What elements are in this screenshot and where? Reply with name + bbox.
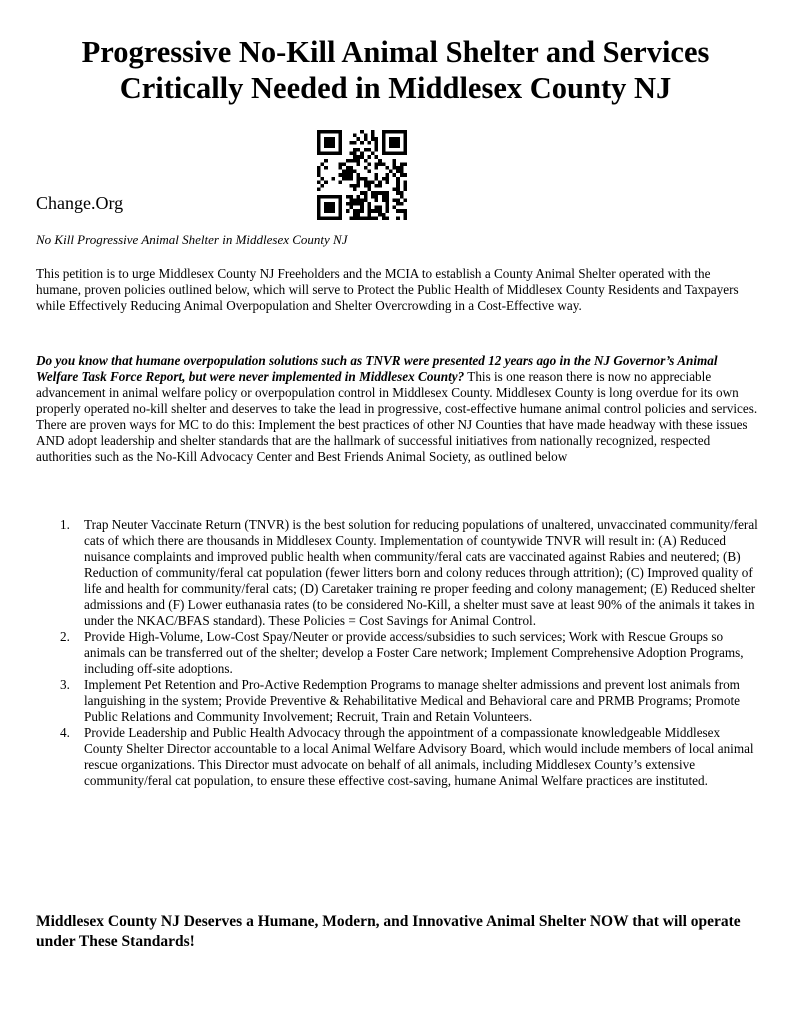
list-item-text: Implement Pet Retention and Pro-Active Redemption Programs to manage shelter admissions and prevent lost animals from languishing in the system; Provide Preventive & Rehabilitative Medical and Behavioral care and PRMB Programs; Promote Public Relations and Community Involvement; Recruit, Train and Retain Volunteers.: [84, 677, 740, 724]
list-item-text: Trap Neuter Vaccinate Return (TNVR) is the best solution for reducing populations of unaltered, unvaccinated community/feral cats of which there are thousands in Middlesex County. Implementation of countywide TNVR will result in: (A) Reduced nuisance complaints and improved public health when community/feral cats are vaccinated against Rabies and neutered; (B) Reduction of community/feral cat population (fewer litters born and colony reduces through attrition); (C) Improved quality of life and health for community/feral cats; (D) Caretaker training re proper feeding and colony management; (E) Reduced shelter admissions and (F) Lower euthanasia rates (to be considered No-Kill, a shelter must save at least 90% of the animals it takes in under the NKAC/BFAS standard). These Policies = Cost Savings for Animal Control.: [84, 517, 758, 628]
title-line-2: Critically Needed in Middlesex County NJ: [119, 71, 672, 105]
list-item: [36, 629, 758, 677]
petition-subtitle: No Kill Progressive Animal Shelter in Middlesex County NJ: [36, 232, 348, 247]
list-item: [36, 725, 758, 789]
source-label: Change.Org: [36, 193, 124, 213]
qr-code-icon: [317, 130, 407, 220]
body-paragraph: [36, 353, 758, 465]
closing-statement: Middlesex County NJ Deserves a Humane, Modern, and Innovative Animal Shelter NOW that will operate under These Standards!: [36, 913, 741, 950]
title-line-1: Progressive No-Kill Animal Shelter and Services: [81, 35, 710, 69]
list-item-number: 4.: [60, 725, 70, 740]
list-item-text: Provide Leadership and Public Health Advocacy through the appointment of a compassionate knowledgeable Middlesex County Shelter Director accountable to a local Animal Welfare Advisory Board, which would include members of local animal rescue organizations. This Director must advocate on behalf of all animals, including Middlesex County’s extensive community/feral cat population, to ensure these effective cost-saving, humane Animal Welfare practices are instituted.: [84, 725, 754, 788]
document-title: [20, 34, 771, 106]
list-item-text: Provide High-Volume, Low-Cost Spay/Neuter or provide access/subsidies to such services; Work with Rescue Groups so animals can be transferred out of the shelter; develop a Foster Care network; Implement Comprehensive Adoption Programs, including off-site adoptions.: [84, 629, 744, 676]
list-item: [36, 677, 758, 725]
list-item: [36, 517, 758, 629]
intro-paragraph: This petition is to urge Middlesex County NJ Freeholders and the MCIA to establish a County Animal Shelter operated with the humane, proven policies outlined below, which will serve to Protect the Public Health of Middlesex County Residents and Taxpayers while Effectively Reducing Animal Overpopulation and Shelter Overcrowding in a Cost-Effective way.: [36, 266, 739, 313]
question-lead: Do you know that humane overpopulation solutions such as TNVR were presented 12 years ago in the NJ Governor’s Animal Welfare Task Force Report, but were never implemented in Middlesex County?: [36, 353, 718, 384]
recommendations-list: [36, 517, 758, 789]
list-item-number: 2.: [60, 629, 70, 644]
body-text: This is one reason there is now no appreciable advancement in animal welfare policy or overpopulation control in Middlesex County. Middlesex County is long overdue for its own properly operated no-kill shelter and deserves to take the lead in progressive, cost-effective humane animal control policies and services. There are proven ways for MC to do this: Implement the best practices of other NJ Counties that have made headway with these issues AND adopt leadership and shelter standards that are the hallmark of successful initiatives from nationally recognized, respected authorities such as the No-Kill Advocacy Center and Best Friends Animal Society, as outlined below: [36, 369, 758, 464]
list-item-number: 3.: [60, 677, 70, 692]
list-item-number: 1.: [60, 517, 70, 532]
